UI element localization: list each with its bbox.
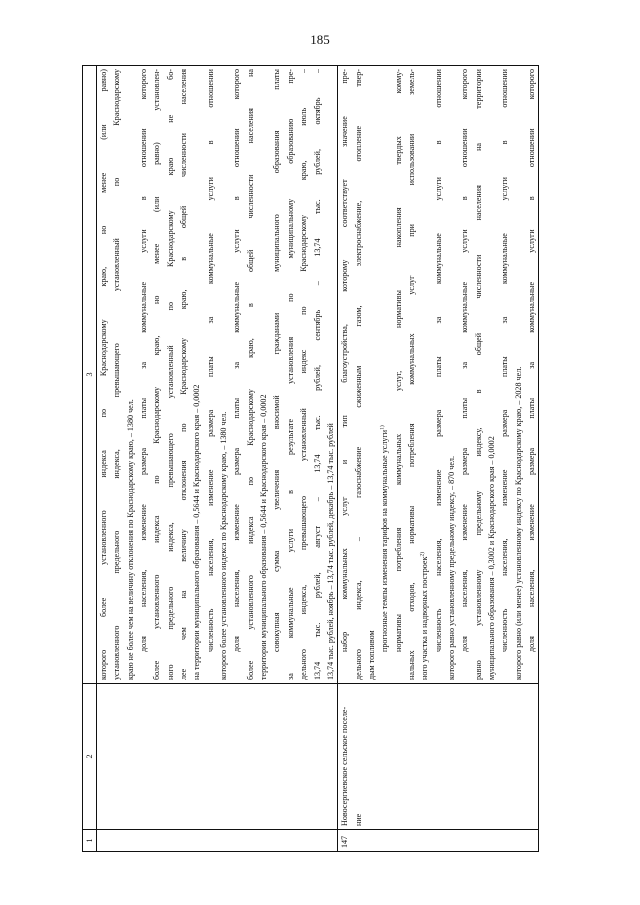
text-line: ного участка и надворных построек$^{2)}$	[419, 551, 430, 680]
text-line: более установленного индекса по Краснодарскому краю, но менее (или равно) установлен-	[152, 69, 162, 680]
header-col-1: 1	[83, 830, 97, 852]
table-header-row	[83, 66, 97, 852]
text-line: 13,74 тыс. рублей, ноябрь – 13,74 тыс. рублей, декабрь – 13,74 тыс. рублей	[325, 423, 335, 680]
text-line: прогнозные темпы изменения тарифов на коммунальные услуги$^{1)}$	[379, 425, 390, 652]
text-line: 13,74 тыс. рублей, август – 13,74 тыс. рублей, сентябрь – 13,74 тыс. рублей, октябрь –	[312, 69, 322, 680]
text-line: которого более установленного индекса по Краснодарскому краю, – 1380 чел.	[219, 411, 229, 680]
text-line: дым топливом	[366, 630, 376, 680]
text-line: установленного предельного индекса, превышающего установленный по Краснодарскому	[112, 69, 122, 680]
text-line: лее чем на величину отклонения по Краснодарскому краю, в общей численности населения	[179, 69, 189, 680]
municipality-name	[97, 684, 338, 830]
text-line: ного предельного индекса, превышающего установленный по Краснодарскому краю не бо-	[165, 69, 175, 680]
text-line: численность населения, изменение размера платы за коммунальные услуги в отношении	[433, 69, 443, 652]
indicator-text	[338, 66, 539, 684]
text-line: нальных отходов, нормативы потребления коммунальных услуг при использовании земель-	[406, 69, 416, 680]
text-line: доля населения, изменение размера платы за коммунальные услуги в отношении которого	[460, 69, 470, 652]
text-line: которого равно (или менее) установленному индексу по Краснодарскому краю, – 2028 чел.	[513, 366, 523, 680]
text-line: на территории муниципального образования – 0,5644 и Краснодарского края – 0,0002	[192, 384, 202, 680]
text-line: которого равно установленному предельному индексу, – 870 чел.	[446, 456, 456, 680]
text-line: доля населения, изменение размера платы за коммунальные услуги в отношении которого	[527, 69, 536, 652]
text-line: территории муниципального образования – 0,5644 и Краснодарского края – 0,0002	[259, 394, 269, 680]
municipality-name-line: Новосергиевское сельское поселе-	[340, 706, 350, 826]
text-line: муниципального образования – 0,3002 и Краснодарского края – 0,0002	[486, 436, 496, 680]
text-line: численность населения, изменение размера платы за коммунальные услуги в отношении	[205, 69, 215, 652]
row-number	[97, 830, 338, 852]
text-line: более установленного индекса по Краснодарскому краю, в общей численности населения на	[245, 69, 255, 680]
text-line: численность населения, изменение размера платы за коммунальные услуги в отношении	[500, 69, 510, 652]
page-number: 185	[310, 32, 330, 47]
text-line: нормативы потребления коммунальных услуг, нормативы накопления твердых комму-	[393, 69, 403, 652]
table-row	[338, 66, 539, 852]
text-line: равно установленному предельному индексу, в общей численности населения на территории	[473, 69, 483, 680]
text-line: дельного индекса, превышающего установленный индекс по Краснодарскому краю, июль –	[299, 69, 309, 680]
text-line: дельного индекса, – газоснабжение сжиженным газом, электроснабжение, отопление твер-	[353, 69, 363, 680]
text-line: доля населения, изменение размера платы за коммунальные услуги в отношении которого	[232, 69, 242, 652]
rotated-table-frame	[82, 66, 582, 852]
table-body	[83, 66, 539, 852]
header-col-3: 3	[83, 66, 97, 684]
footnote-ref: 1)	[379, 425, 386, 430]
text-line: за коммунальные услуги в результате установления по муниципальному образованию пре-	[285, 69, 295, 680]
header-col-2: 2	[83, 684, 97, 830]
table-row	[97, 66, 338, 852]
text-line: совокупная сумма увеличения вносимой гражданами муниципального образования платы	[272, 69, 282, 652]
text-line: которого более установленного индекса по Краснодарскому краю, но менее (или равно)	[99, 69, 108, 680]
municipality-name-line: ние	[353, 813, 363, 826]
text-line: доля населения, изменение размера платы за коммунальные услуги в отношении которого	[139, 69, 149, 652]
indicator-text	[97, 66, 338, 684]
row-number: 147	[338, 830, 539, 852]
text-line: краю не более чем на величину отклонения по Краснодарскому краю, – 1380 чел.	[125, 399, 135, 680]
footnote-ref: 2)	[419, 551, 426, 557]
municipality-name	[338, 684, 539, 830]
document-table	[82, 65, 539, 852]
text-line: набор коммунальных услуг и тип благоустройства, которому соответствует значение пре-	[340, 69, 350, 652]
